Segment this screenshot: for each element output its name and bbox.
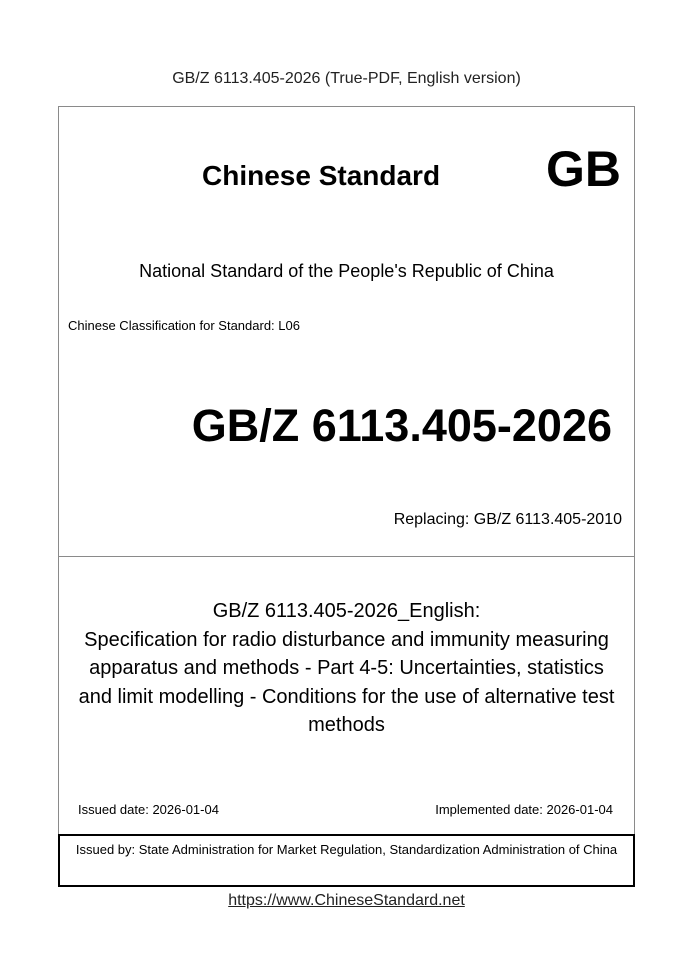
standard-title	[60, 597, 633, 740]
implemented-date: Implemented date: 2026-01-04	[435, 802, 613, 817]
cover-divider	[58, 556, 635, 557]
title-line: methods	[308, 714, 385, 736]
title-line: GB/Z 6113.405-2026_English:	[212, 600, 481, 622]
gb-logo: GB	[546, 141, 621, 197]
title-line: apparatus and methods - Part 4-5: Uncertainties, statistics	[89, 657, 604, 679]
national-standard-label: National Standard of the People's Republic of China	[139, 261, 554, 281]
document-header-title: GB/Z 6113.405-2026 (True-PDF, English version)	[172, 70, 521, 87]
brand-title: Chinese Standard	[202, 160, 441, 191]
classification: Chinese Classification for Standard: L06	[68, 318, 300, 333]
title-line: and limit modelling - Conditions for the use of alternative test	[78, 685, 615, 708]
title-line: Specification for radio disturbance and immunity measuring	[84, 628, 609, 651]
website-link[interactable]: https://www.ChineseStandard.net	[228, 892, 465, 909]
issuer-box	[58, 834, 635, 887]
replacing-note: Replacing: GB/Z 6113.405-2010	[393, 511, 622, 528]
issuer-text: Issued by: State Administration for Market Regulation, Standardization Administration of China	[75, 842, 618, 857]
issued-date: Issued date: 2026-01-04	[78, 802, 219, 817]
standard-number: GB/Z 6113.405-2026	[191, 400, 612, 451]
